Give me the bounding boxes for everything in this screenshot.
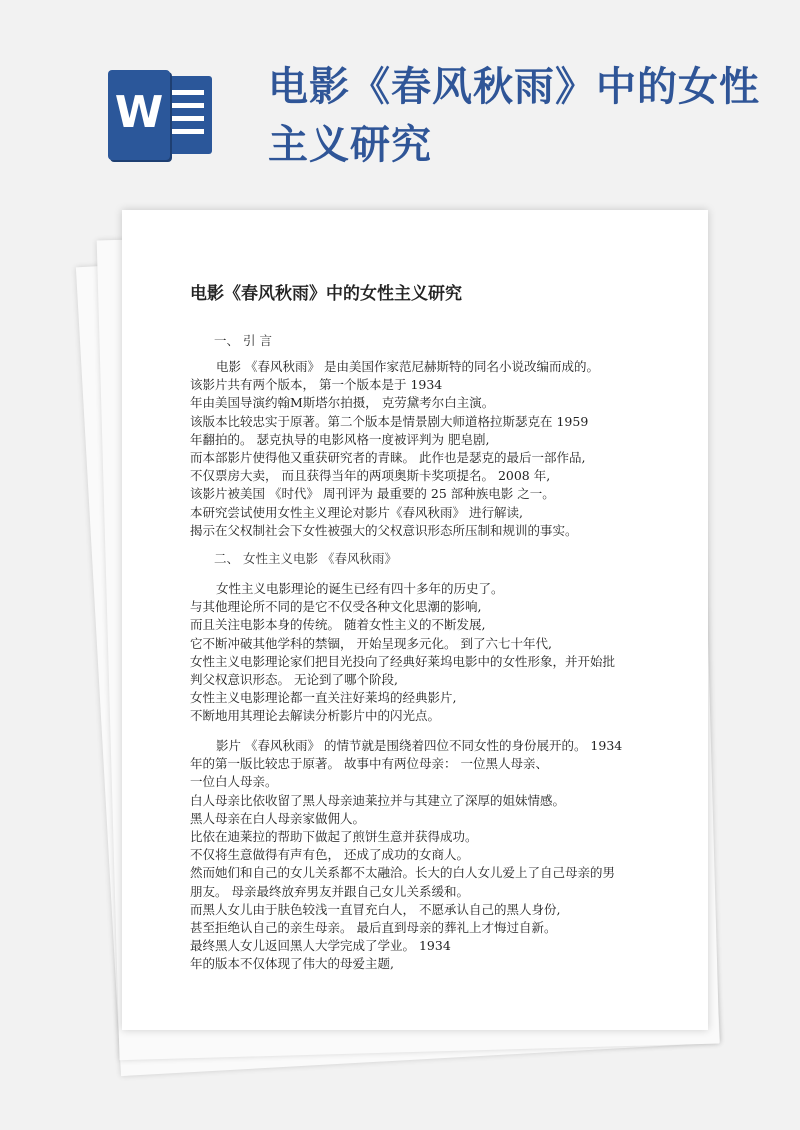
page-title: 电影《春风秋雨》中的女性主义研究 [190, 284, 462, 304]
text-line: 甚至拒绝认自己的亲生母亲。 最后直到母亲的葬礼上才悔过自新。 [190, 920, 557, 936]
document-heading: 电影《春风秋雨》中的女性主义研究 [268, 63, 760, 168]
text-line: 揭示在父权制社会下女性被强大的父权意识形态所压制和规训的事实。 [190, 522, 578, 538]
text-line: 它不断冲破其他学科的禁锢， 开始呈现多元化。 到了六七十年代, [190, 635, 552, 651]
text-line: 本研究尝试使用女性主义理论对影片《春风秋雨》 进行解读, [190, 504, 523, 520]
word-badge [108, 70, 170, 160]
document-page [122, 210, 708, 1030]
text-line: 不仅将生意做得有声有色， 还成了成功的女商人。 [190, 847, 469, 863]
text-line: 比依在迪莱拉的帮助下做起了煎饼生意并获得成功。 [190, 829, 478, 845]
text-line: 与其他理论所不同的是它不仅受各种文化思潮的影响, [190, 599, 482, 615]
text-line: 影片 《春风秋雨》 的情节就是围绕着四位不同女性的身份展开的。 1934 [216, 738, 623, 753]
paragraph-plot [190, 737, 690, 974]
text-line: 年翻拍的。 瑟克执导的电影风格一度被评判为 肥皂剧, [190, 431, 490, 447]
text-line: 该版本比较忠实于原著。第二个版本是情景剧大师道格拉斯瑟克在 1959 [190, 413, 589, 429]
text-line: 女性主义电影理论都一直关注好莱坞的经典影片, [190, 690, 457, 706]
text-line: 年由美国导演约翰M斯塔尔拍摄， 克劳黛考尔白主演。 [190, 395, 495, 411]
text-line: 一位白人母亲。 [190, 774, 278, 790]
text-line: 女性主义电影理论家们把目光投向了经典好莱坞电影中的女性形象，并开始批 [190, 653, 616, 669]
text-line: 而且关注电影本身的传统。 随着女性主义的不断发展, [190, 617, 486, 633]
text-line: 女性主义电影理论的诞生已经有四十多年的历史了。 [216, 581, 504, 596]
text-line: 年的第一版比较忠于原著。 故事中有两位母亲： 一位黑人母亲、 [190, 756, 548, 772]
text-line: 最终黑人女儿返回黑人大学完成了学业。 1934 [190, 938, 451, 954]
word-logo-icon [108, 70, 212, 160]
section-heading-introduction: 一、 引 言 [214, 333, 272, 348]
paragraph-feminist-theory [190, 580, 690, 726]
word-letter: W [114, 87, 164, 138]
text-line: 不断地用其理论去解读分析影片中的闪光点。 [190, 708, 441, 724]
text-line: 黑人母亲在白人母亲家做佣人。 [190, 810, 366, 826]
text-line: 该影片共有两个版本， 第一个版本是于 1934 [190, 377, 443, 393]
text-line: 而本部影片使得他又重获研究者的青睐。 此作也是瑟克的最后一部作品, [190, 450, 586, 466]
text-line: 不仅票房大卖， 而且获得当年的两项奥斯卡奖项提名。 2008 年, [190, 468, 551, 484]
text-line: 白人母亲比依收留了黑人母亲迪莱拉并与其建立了深厚的姐妹情感。 [190, 792, 566, 808]
text-line: 然而她们和自己的女儿关系都不太融洽。长大的白人女儿爱上了自己母亲的男 [190, 865, 616, 881]
text-line: 电影 《春风秋雨》 是由美国作家范尼赫斯特的同名小说改编而成的。 [216, 359, 599, 374]
text-line: 而黑人女儿由于肤色较浅一直冒充白人， 不愿承认自己的黑人身份, [190, 901, 561, 917]
paragraph-introduction [190, 358, 690, 540]
text-line: 年的版本不仅体现了伟大的母爱主题, [190, 956, 394, 972]
section-heading-feminist-film: 二、 女性主义电影 《春风秋雨》 [214, 551, 397, 566]
text-line: 判父权意识形态。 无论到了哪个阶段, [190, 672, 398, 688]
text-line: 该影片被美国 《时代》 周刊评为 最重要的 25 部种族电影 之一。 [190, 486, 555, 502]
text-line: 朋友。 母亲最终放弃男友并跟自己女儿关系缓和。 [190, 883, 469, 899]
